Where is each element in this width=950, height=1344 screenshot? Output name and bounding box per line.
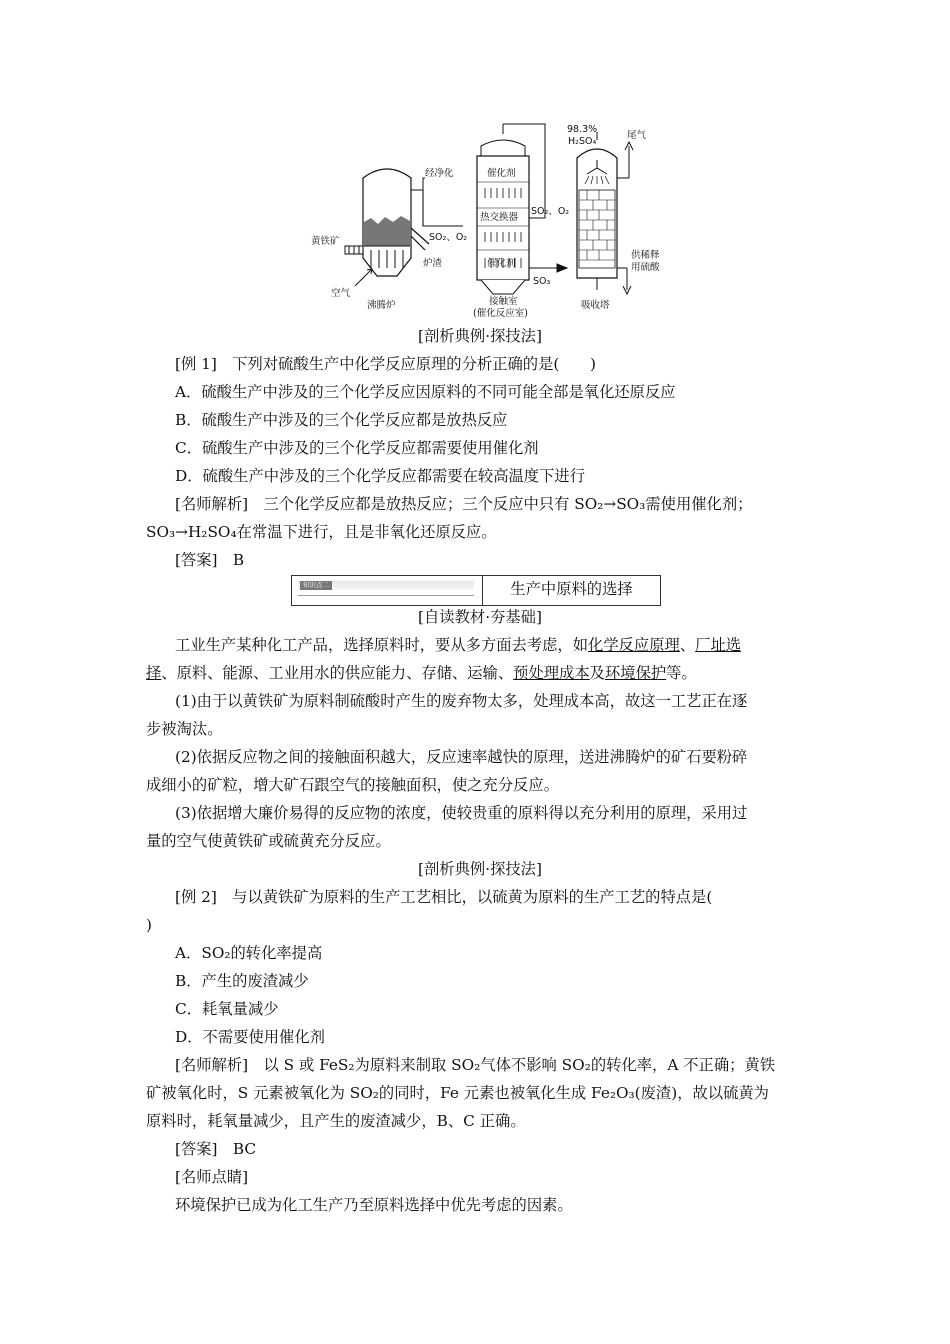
label-heat-exchanger: 热交换器 (480, 212, 519, 223)
label-h2so4: H₂SO₄ (568, 136, 597, 147)
label-tail-gas: 尾气 (627, 130, 647, 141)
label-purify: 经净化 (425, 168, 454, 179)
point-2-line-2: 成细小的矿粒，增大矿石跟空气的接触面积，使之充分反应。 (146, 776, 560, 794)
example-2-answer (146, 1137, 814, 1161)
section-heading-1: [剖析典例·探技法] (418, 327, 542, 345)
example-2-option-b: B．产生的废渣减少 (175, 972, 309, 990)
example-1-option-d: D．硫酸生产中涉及的三个化学反应都需要在较高温度下进行 (175, 467, 585, 485)
knowledge-point-box (291, 575, 661, 606)
underline-pretreatment-cost: 预处理成本 (513, 664, 590, 682)
tip-text: 环境保护已成为化工生产乃至原料选择中优先考虑的因素。 (175, 1196, 573, 1214)
intro-line-1 (146, 633, 814, 657)
label-catalyst-top: 催化剂 (487, 168, 516, 179)
label-h2so4-conc: 98.3% (567, 124, 598, 135)
analysis-text-1: 三个化学反应都是放热反应；三个反应中只有 SO₂→SO₃需使用催化剂； (263, 495, 753, 513)
point-1-line-1: (1)由于以黄铁矿为原料制硫酸时产生的废弃物太多，处理成本高，故这一工艺正在逐 (175, 692, 748, 710)
underline-reaction-principle: 化学反应原理 (588, 636, 680, 654)
intro-separator: 、 (679, 636, 696, 654)
answer-label: [答案] (175, 551, 218, 569)
section-heading-2: [自读教材·夯基础] (418, 608, 542, 626)
label-air: 空气 (331, 288, 351, 299)
intro-text-2: 、原料、能源、工业用水的供应能力、存储、运输、 (161, 664, 514, 682)
knowledge-point-rule (298, 595, 474, 596)
intro-line-2 (146, 661, 814, 685)
example-1-analysis-cont: SO₃→H₂SO₄在常温下进行，且是非氧化还原反应。 (146, 523, 497, 541)
intro-text: 工业生产某种化工产品，选择原料时，要从多方面去考虑，如 (175, 636, 589, 654)
underline-site-selection-cont: 择 (146, 664, 162, 682)
knowledge-point-title: 生产中原料的选择 (510, 580, 633, 598)
example-1-label: [例 1] (175, 355, 217, 373)
boiling-furnace (345, 169, 429, 286)
label-boiling-furnace: 沸腾炉 (367, 300, 396, 311)
label-dilute-acid-2: 用硫酸 (631, 262, 660, 273)
example-2-analysis (146, 1053, 814, 1077)
example-1-text: 下列对硫酸生产中化学反应原理的分析正确的是( ) (232, 355, 596, 373)
point-3-line-2: 量的空气使黄铁矿或硫黄充分反应。 (146, 832, 391, 850)
intro-text-and: 及 (589, 664, 605, 682)
intro-text-end: 等。 (666, 664, 697, 682)
answer-2-label: [答案] (175, 1140, 218, 1158)
analysis-label: [名师解析] (175, 495, 249, 513)
example-2-analysis-line-3: 原料时，耗氧量减少，且产生的废渣减少，B、C 正确。 (146, 1112, 526, 1130)
example-2-text: 与以黄铁矿为原料的生产工艺相比，以硫黄为原料的生产工艺的特点是( (232, 888, 713, 906)
label-contact-chamber: 接触室 (489, 296, 518, 307)
answer-value: B (232, 551, 245, 569)
example-1-analysis (146, 492, 814, 516)
example-1-option-a: A．硫酸生产中涉及的三个化学反应因原料的不同可能全部是氧化还原反应 (175, 383, 676, 401)
label-contact-chamber-sub: (催化反应室) (473, 308, 528, 319)
example-2-label: [例 2] (175, 888, 217, 906)
example-1-question (146, 352, 814, 376)
process-diagram-svg (305, 118, 665, 320)
example-1-option-b: B．硫酸生产中涉及的三个化学反应都是放热反应 (175, 411, 508, 429)
point-1-line-2: 步被淘汰。 (146, 720, 223, 738)
sulfuric-acid-process-diagram (305, 118, 665, 320)
example-2-option-c: C．耗氧量减少 (175, 1000, 279, 1018)
knowledge-point-tag-bar (298, 581, 474, 590)
answer-2-value: BC (232, 1140, 257, 1158)
analysis-2-text-1: 以 S 或 FeS₂为原料来制取 SO₂气体不影响 SO₂的转化率，A 不正确；黄铁 (263, 1056, 776, 1074)
underline-environmental-protection: 环境保护 (604, 664, 667, 682)
example-2-option-d: D．不需要使用催化剂 (175, 1028, 325, 1046)
label-slag: 炉渣 (423, 258, 443, 269)
example-2-question-cont: ) (146, 916, 152, 934)
absorption-tower (577, 132, 633, 294)
point-3-line-1: (3)依据增大廉价易得的反应物的浓度，使较贵重的原料得以充分利用的原理，采用过 (175, 804, 748, 822)
underline-site-selection: 厂址选 (695, 636, 742, 654)
label-catalyst-bottom: 催化剂 (487, 258, 516, 269)
example-1-answer (146, 548, 814, 572)
label-dilute-acid-1: 供稀释 (631, 250, 660, 261)
knowledge-point-tag-cell (292, 576, 483, 605)
example-2-question (146, 885, 814, 909)
point-2-line-1: (2)依据反应物之间的接触面积越大，反应速率越快的原理，送进沸腾炉的矿石要粉碎 (175, 748, 748, 766)
section-heading-3: [剖析典例·探技法] (418, 860, 542, 878)
label-so3: SO₃ (533, 276, 551, 287)
tip-label: [名师点睛] (175, 1168, 249, 1186)
analysis-2-label: [名师解析] (175, 1056, 249, 1074)
example-2-analysis-line-2: 矿被氧化时，S 元素被氧化为 SO₂的同时，Fe 元素也被氧化生成 Fe₂O₃(废渣)，故以硫黄为 (146, 1084, 769, 1102)
label-so2-o2-left: SO₂、O₂ (429, 232, 468, 243)
label-so2-o2-right: SO₂、O₂ (531, 206, 570, 217)
example-1-option-c: C．硫酸生产中涉及的三个化学反应都需要使用催化剂 (175, 439, 539, 457)
knowledge-point-tag: 知识点二 (300, 581, 332, 590)
label-pyrite: 黄铁矿 (311, 236, 340, 247)
example-2-option-a: A．SO₂的转化率提高 (175, 944, 323, 962)
label-absorption-tower: 吸收塔 (581, 300, 610, 311)
